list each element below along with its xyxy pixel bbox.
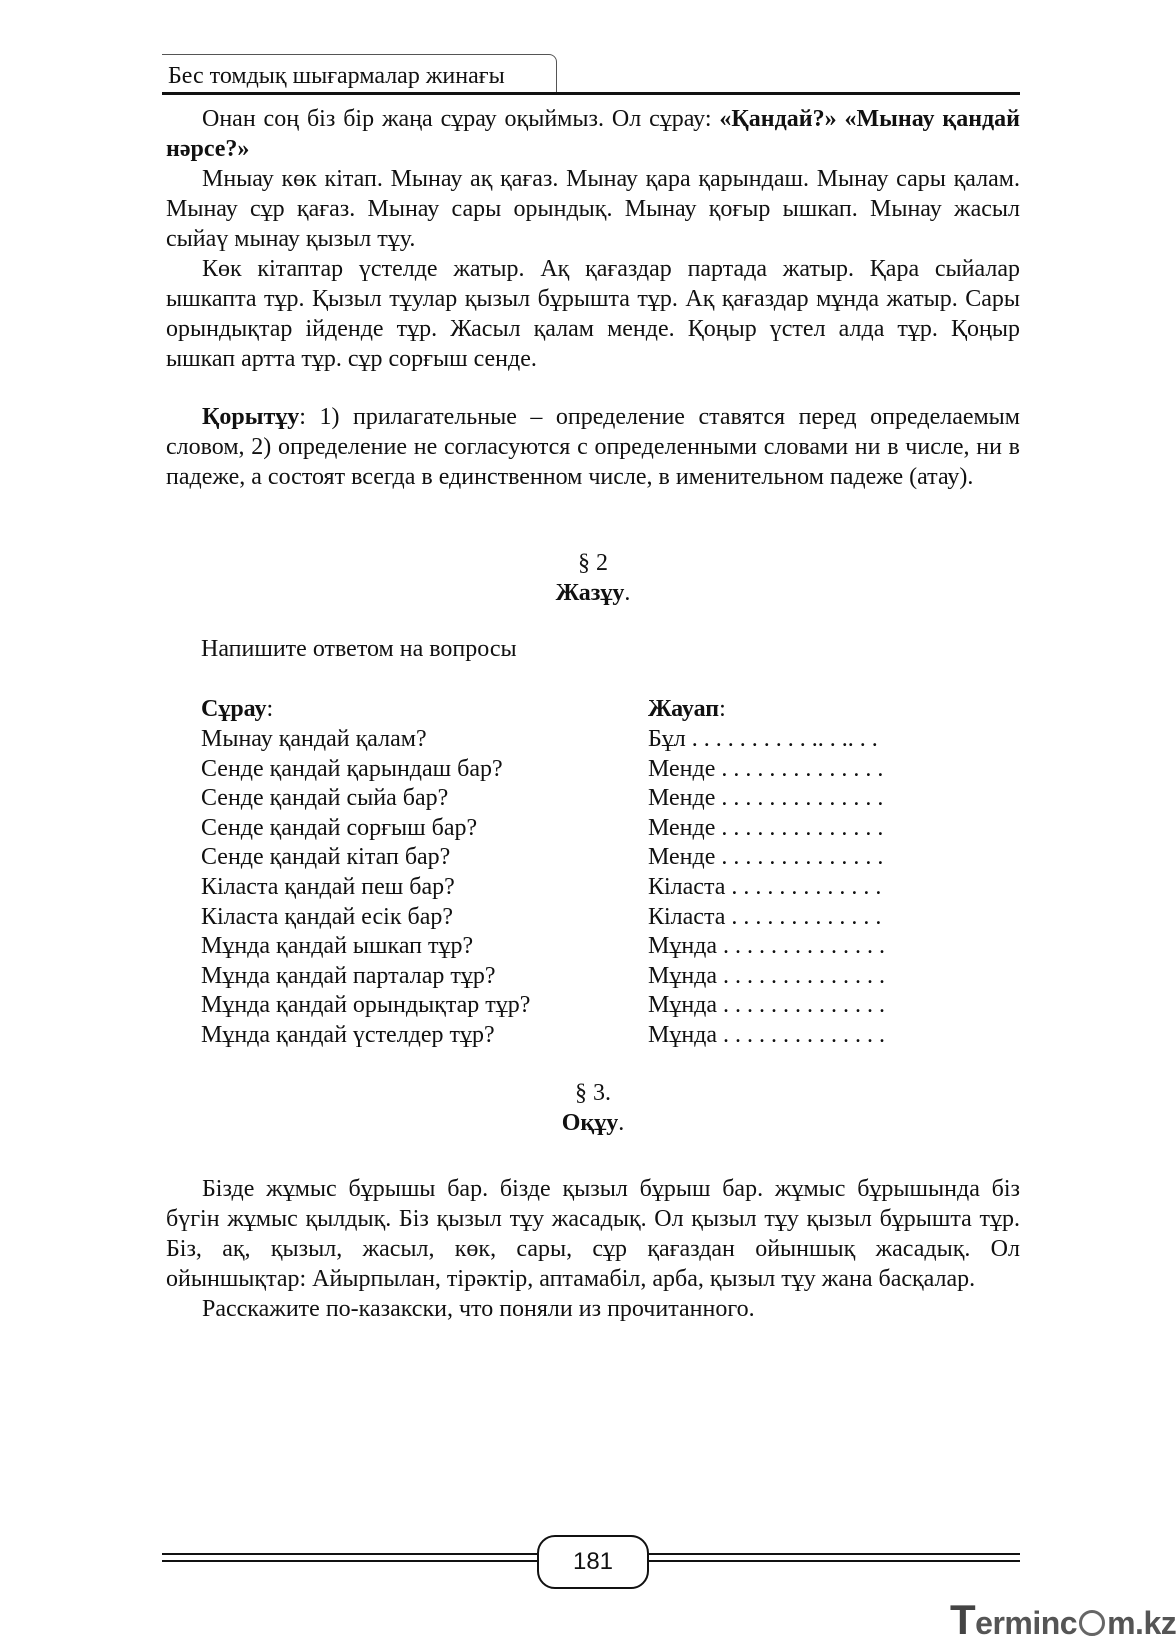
qa-row (201, 813, 921, 843)
running-header: Бес томдық шығармалар жинағы (168, 63, 505, 89)
question-column-header: Сұрау: (201, 696, 274, 722)
section-2-instruction: Напишите ответом на вопросы (201, 636, 517, 662)
section-3-paragraph-2: Расскажите по-казакски, что поняли из прочитанного. (202, 1296, 755, 1322)
question-text: Мұнда қандай парталар тұр? (201, 962, 496, 989)
intro-paragraph-3: Көк кітаптар үстелде жатыр. Ақ қағаздар партада жатыр. Қара сыйалар ышкапта тұр. Қызыл тұулар қызыл бұрышта тұр. Ақ қағаздар мұнда жатыр. Сары орындықтар ійденде тұр. Жасыл қалам менде. Қоңыр үстел алда тұр. Қоңыр ышкап артта тұр. сұр сорғыш сенде. (166, 256, 1020, 372)
answer-blank: Менде . . . . . . . . . . . . . . (648, 844, 884, 871)
footer-rule-right-1 (645, 1553, 1020, 1555)
footer-rule-left-1 (162, 1553, 537, 1555)
answer-blank: Кіласта . . . . . . . . . . . . . (648, 903, 882, 930)
footer-rule-left-2 (162, 1560, 537, 1562)
answer-blank: Кіласта . . . . . . . . . . . . . (648, 874, 882, 900)
qa-row (201, 754, 921, 784)
qa-row (201, 931, 921, 961)
intro-paragraph-1: Онан соң біз бір жаңа сұрау оқыймыз. Ол сұрау: «Қандай?» «Мынау қандай нәрсе?» (166, 106, 1021, 162)
answer-blank: Бұл . . . . . . . . . . .. . .. . . (648, 726, 878, 752)
question-text: Мұнда қандай ышкап тұр? (201, 933, 474, 960)
answer-blank: Мұнда . . . . . . . . . . . . . . (648, 933, 886, 960)
section-2-title: Жазұу. (555, 580, 631, 606)
header-rule (162, 92, 1020, 95)
question-text: Сенде қандай кітап бар? (201, 844, 451, 871)
magnifier-icon (1079, 1610, 1105, 1636)
qa-row (201, 1020, 921, 1050)
qa-row (201, 783, 921, 813)
conclusion-label: Қорытұу (202, 404, 300, 430)
qa-row (201, 902, 921, 932)
intro-bold-question: «Қандай?» «Мынау қандай нәрсе?» (166, 106, 1021, 162)
qa-row (201, 872, 921, 902)
answer-blank: Мұнда . . . . . . . . . . . . . . (648, 1022, 886, 1048)
section-3-paragraph-1: Бізде жұмыс бұрышы бар. бізде қызыл бұрыш бар. жұмыс бұрышында біз бүгін жұмыс қылдық. Біз қызыл тұу жасадық. Ол қызыл тұу қызыл бұрышта тұр. Біз, ақ, қызыл, жасыл, көк, сары, сұр қағаздан ойыншық жасадық. Ол ойыншықтар: Айырпылан, тірәктір, аптамабіл, арба, қызыл тұу жана басқалар. (166, 1176, 1020, 1292)
section-3-title: Оқұу. (561, 1110, 625, 1136)
question-text: Сенде қандай сорғыш бар? (201, 814, 478, 841)
qa-row (201, 961, 921, 991)
conclusion-block (166, 402, 1020, 492)
intro-paragraph-2: Мныау көк кітап. Мынау ақ қағаз. Мынау қара қарындаш. Мынау сары қалам. Мынау сұр қағаз. Мынау сары орындық. Мынау қоғыр ышкап. Мынау жасыл сыйаү мынау қызыл тұу. (166, 166, 1020, 252)
question-text: Кіласта қандай пеш бар? (201, 874, 455, 900)
question-text: Мұнда қандай үстелдер тұр? (201, 1022, 495, 1048)
qa-row (201, 990, 921, 1020)
answer-column-header: Жауап: (648, 696, 726, 722)
page-number: 181 (537, 1535, 649, 1589)
section-3-number: § 3. (575, 1080, 611, 1106)
answer-blank: Мұнда . . . . . . . . . . . . . . (648, 992, 886, 1019)
question-text: Сенде қандай сыйа бар? (201, 785, 449, 812)
section-3-text (166, 1174, 1020, 1324)
intro-text (166, 104, 1020, 374)
answer-blank: Мұнда . . . . . . . . . . . . . . (648, 962, 886, 989)
conclusion-paragraph: Қорытұу: 1) прилагательные – определение ставятся перед определаемым словом, 2) определение не согласуются с определенными словами ни в числе, ни в падеже, а состоят всегда в единственном числе, в именительном падеже (атау). (166, 404, 1020, 490)
watermark-logo: Terminc m.kz (950, 1596, 1176, 1643)
section-2-number: § 2 (578, 550, 608, 576)
answer-blank: Менде . . . . . . . . . . . . . . (648, 785, 884, 812)
answer-blank: Менде . . . . . . . . . . . . . . (648, 814, 884, 841)
qa-row (201, 724, 921, 754)
question-text: Мынау қандай қалам? (201, 726, 427, 752)
question-text: Мұнда қандай орындықтар тұр? (201, 992, 531, 1019)
question-text: Кіласта қандай есік бар? (201, 903, 453, 930)
qa-row (201, 842, 921, 872)
question-text: Сенде қандай қарындаш бар? (201, 755, 503, 782)
answer-blank: Менде . . . . . . . . . . . . . . (648, 755, 884, 782)
footer-rule-right-2 (645, 1560, 1020, 1562)
